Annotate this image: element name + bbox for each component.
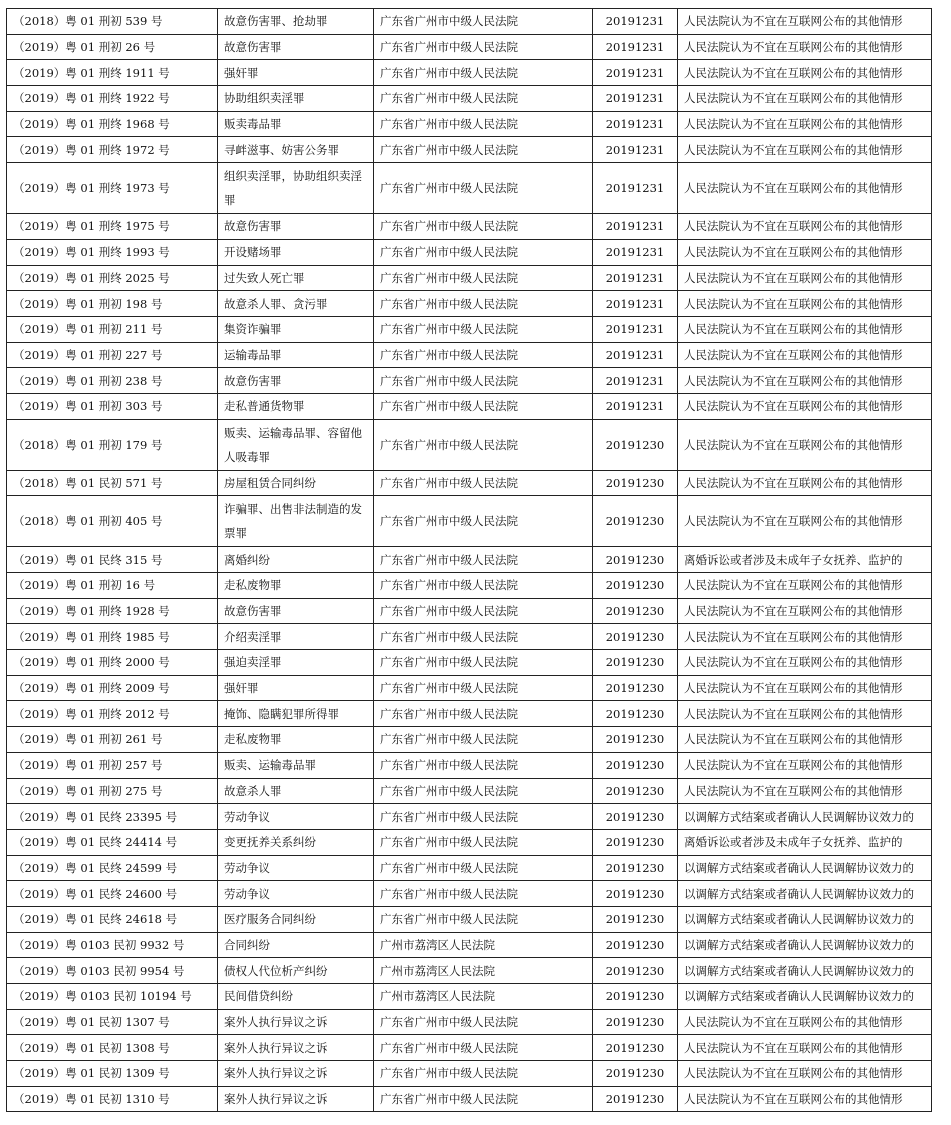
- table-row: [7, 316, 932, 342]
- reason-cell: 人民法院认为不宜在互联网公布的其他情形: [678, 573, 932, 599]
- case-number-cell: （2019）粤 01 刑终 2025 号: [7, 265, 218, 291]
- case-cause-cell: 过失致人死亡罪: [218, 265, 374, 291]
- case-cause-cell: 劳动争议: [218, 881, 374, 907]
- reason-cell: 人民法院认为不宜在互联网公布的其他情形: [678, 1061, 932, 1087]
- case-number-cell: （2019）粤 01 民终 24599 号: [7, 855, 218, 881]
- case-cause-cell: 故意杀人罪: [218, 778, 374, 804]
- table-row: [7, 547, 932, 573]
- reason-cell: 以调解方式结案或者确认人民调解协议效力的: [678, 881, 932, 907]
- table-row: [7, 727, 932, 753]
- case-cause-cell: 劳动争议: [218, 804, 374, 830]
- reason-cell: 以调解方式结案或者确认人民调解协议效力的: [678, 984, 932, 1010]
- case-number-cell: （2019）粤 01 刑初 303 号: [7, 393, 218, 419]
- case-number-cell: （2018）粤 01 刑初 539 号: [7, 9, 218, 35]
- case-cause-cell: 案外人执行异议之诉: [218, 1009, 374, 1035]
- table-row: [7, 214, 932, 240]
- case-cause-cell: 案外人执行异议之诉: [218, 1035, 374, 1061]
- court-name-cell: 广东省广州市中级人民法院: [374, 214, 593, 240]
- case-cause-cell: 变更抚养关系纠纷: [218, 829, 374, 855]
- case-number-cell: （2019）粤 01 民终 24618 号: [7, 906, 218, 932]
- reason-cell: 人民法院认为不宜在互联网公布的其他情形: [678, 701, 932, 727]
- court-name-cell: 广东省广州市中级人民法院: [374, 163, 593, 214]
- reason-cell: 人民法院认为不宜在互联网公布的其他情形: [678, 727, 932, 753]
- case-number-cell: （2019）粤 01 刑初 275 号: [7, 778, 218, 804]
- court-name-cell: 广东省广州市中级人民法院: [374, 598, 593, 624]
- date-cell: 20191231: [593, 9, 678, 35]
- table-row: [7, 881, 932, 907]
- case-cause-cell: 强奸罪: [218, 675, 374, 701]
- reason-cell: 以调解方式结案或者确认人民调解协议效力的: [678, 932, 932, 958]
- case-cause-cell: 故意杀人罪、贪污罪: [218, 291, 374, 317]
- case-number-cell: （2019）粤 01 刑终 1928 号: [7, 598, 218, 624]
- table-row: [7, 163, 932, 214]
- date-cell: 20191231: [593, 393, 678, 419]
- reason-cell: 人民法院认为不宜在互联网公布的其他情形: [678, 34, 932, 60]
- date-cell: 20191230: [593, 752, 678, 778]
- date-cell: 20191231: [593, 214, 678, 240]
- case-number-cell: （2019）粤 0103 民初 9932 号: [7, 932, 218, 958]
- case-number-cell: （2019）粤 01 刑初 257 号: [7, 752, 218, 778]
- date-cell: 20191230: [593, 573, 678, 599]
- court-name-cell: 广东省广州市中级人民法院: [374, 34, 593, 60]
- date-cell: 20191230: [593, 1009, 678, 1035]
- reason-cell: 人民法院认为不宜在互联网公布的其他情形: [678, 778, 932, 804]
- court-name-cell: 广东省广州市中级人民法院: [374, 1035, 593, 1061]
- date-cell: 20191231: [593, 291, 678, 317]
- case-cause-cell: 合同纠纷: [218, 932, 374, 958]
- date-cell: 20191230: [593, 650, 678, 676]
- case-number-cell: （2019）粤 01 刑初 16 号: [7, 573, 218, 599]
- date-cell: 20191231: [593, 137, 678, 163]
- case-number-cell: （2019）粤 01 民初 1308 号: [7, 1035, 218, 1061]
- case-number-cell: （2019）粤 01 民终 24414 号: [7, 829, 218, 855]
- case-cause-cell: 开设赌场罪: [218, 239, 374, 265]
- court-name-cell: 广东省广州市中级人民法院: [374, 881, 593, 907]
- court-name-cell: 广东省广州市中级人民法院: [374, 727, 593, 753]
- reason-cell: 以调解方式结案或者确认人民调解协议效力的: [678, 958, 932, 984]
- table-row: [7, 368, 932, 394]
- case-number-cell: （2019）粤 01 刑终 1922 号: [7, 86, 218, 112]
- case-number-cell: （2019）粤 01 刑初 211 号: [7, 316, 218, 342]
- case-number-cell: （2019）粤 01 刑终 1973 号: [7, 163, 218, 214]
- reason-cell: 以调解方式结案或者确认人民调解协议效力的: [678, 804, 932, 830]
- court-name-cell: 广东省广州市中级人民法院: [374, 906, 593, 932]
- reason-cell: 人民法院认为不宜在互联网公布的其他情形: [678, 291, 932, 317]
- court-name-cell: 广东省广州市中级人民法院: [374, 111, 593, 137]
- court-name-cell: 广州市荔湾区人民法院: [374, 932, 593, 958]
- table-row: [7, 137, 932, 163]
- case-number-cell: （2019）粤 0103 民初 9954 号: [7, 958, 218, 984]
- table-row: [7, 111, 932, 137]
- case-number-cell: （2019）粤 01 刑终 1968 号: [7, 111, 218, 137]
- date-cell: 20191230: [593, 881, 678, 907]
- case-number-cell: （2019）粤 01 刑终 1993 号: [7, 239, 218, 265]
- reason-cell: 人民法院认为不宜在互联网公布的其他情形: [678, 239, 932, 265]
- reason-cell: 人民法院认为不宜在互联网公布的其他情形: [678, 86, 932, 112]
- date-cell: 20191230: [593, 906, 678, 932]
- court-name-cell: 广东省广州市中级人民法院: [374, 239, 593, 265]
- case-cause-cell: 故意伤害罪、抢劫罪: [218, 9, 374, 35]
- case-cause-cell: 案外人执行异议之诉: [218, 1086, 374, 1112]
- case-table-body: [7, 9, 932, 1112]
- case-cause-cell: 走私废物罪: [218, 573, 374, 599]
- reason-cell: 以调解方式结案或者确认人民调解协议效力的: [678, 906, 932, 932]
- reason-cell: 人民法院认为不宜在互联网公布的其他情形: [678, 393, 932, 419]
- case-cause-cell: 民间借贷纠纷: [218, 984, 374, 1010]
- case-cause-cell: 强奸罪: [218, 60, 374, 86]
- date-cell: 20191230: [593, 984, 678, 1010]
- case-cause-cell: 故意伤害罪: [218, 598, 374, 624]
- table-row: [7, 9, 932, 35]
- reason-cell: 人民法院认为不宜在互联网公布的其他情形: [678, 368, 932, 394]
- case-cause-cell: 强迫卖淫罪: [218, 650, 374, 676]
- case-number-cell: （2019）粤 01 刑终 1972 号: [7, 137, 218, 163]
- date-cell: 20191231: [593, 316, 678, 342]
- date-cell: 20191230: [593, 727, 678, 753]
- court-name-cell: 广东省广州市中级人民法院: [374, 752, 593, 778]
- date-cell: 20191230: [593, 778, 678, 804]
- table-row: [7, 239, 932, 265]
- table-row: [7, 752, 932, 778]
- table-row: [7, 855, 932, 881]
- court-name-cell: 广东省广州市中级人民法院: [374, 86, 593, 112]
- court-name-cell: 广东省广州市中级人民法院: [374, 650, 593, 676]
- date-cell: 20191230: [593, 1035, 678, 1061]
- date-cell: 20191230: [593, 855, 678, 881]
- case-number-cell: （2019）粤 01 刑初 198 号: [7, 291, 218, 317]
- court-name-cell: 广东省广州市中级人民法院: [374, 855, 593, 881]
- case-number-cell: （2019）粤 01 民终 24600 号: [7, 881, 218, 907]
- reason-cell: 人民法院认为不宜在互联网公布的其他情形: [678, 496, 932, 547]
- table-row: [7, 1086, 932, 1112]
- court-name-cell: 广东省广州市中级人民法院: [374, 778, 593, 804]
- case-number-cell: （2019）粤 01 刑终 2012 号: [7, 701, 218, 727]
- date-cell: 20191230: [593, 1086, 678, 1112]
- table-row: [7, 675, 932, 701]
- table-row: [7, 804, 932, 830]
- court-name-cell: 广东省广州市中级人民法院: [374, 342, 593, 368]
- reason-cell: 离婚诉讼或者涉及未成年子女抚养、监护的: [678, 547, 932, 573]
- date-cell: 20191231: [593, 265, 678, 291]
- table-row: [7, 624, 932, 650]
- court-name-cell: 广东省广州市中级人民法院: [374, 393, 593, 419]
- case-number-cell: （2018）粤 01 刑初 179 号: [7, 419, 218, 470]
- case-number-cell: （2019）粤 01 刑初 238 号: [7, 368, 218, 394]
- table-row: [7, 829, 932, 855]
- court-name-cell: 广东省广州市中级人民法院: [374, 470, 593, 496]
- reason-cell: 人民法院认为不宜在互联网公布的其他情形: [678, 470, 932, 496]
- date-cell: 20191231: [593, 368, 678, 394]
- court-name-cell: 广东省广州市中级人民法院: [374, 1061, 593, 1087]
- court-name-cell: 广东省广州市中级人民法院: [374, 316, 593, 342]
- case-cause-cell: 故意伤害罪: [218, 214, 374, 240]
- case-cause-cell: 案外人执行异议之诉: [218, 1061, 374, 1087]
- case-cause-cell: 离婚纠纷: [218, 547, 374, 573]
- case-cause-cell: 介绍卖淫罪: [218, 624, 374, 650]
- reason-cell: 人民法院认为不宜在互联网公布的其他情形: [678, 265, 932, 291]
- table-row: [7, 265, 932, 291]
- court-name-cell: 广东省广州市中级人民法院: [374, 675, 593, 701]
- court-name-cell: 广东省广州市中级人民法院: [374, 496, 593, 547]
- table-row: [7, 496, 932, 547]
- table-row: [7, 34, 932, 60]
- court-name-cell: 广东省广州市中级人民法院: [374, 265, 593, 291]
- reason-cell: 人民法院认为不宜在互联网公布的其他情形: [678, 650, 932, 676]
- case-cause-cell: 寻衅滋事、妨害公务罪: [218, 137, 374, 163]
- case-number-cell: （2019）粤 01 民终 315 号: [7, 547, 218, 573]
- table-row: [7, 778, 932, 804]
- court-name-cell: 广东省广州市中级人民法院: [374, 368, 593, 394]
- case-number-cell: （2019）粤 01 刑终 1975 号: [7, 214, 218, 240]
- court-name-cell: 广东省广州市中级人民法院: [374, 624, 593, 650]
- reason-cell: 人民法院认为不宜在互联网公布的其他情形: [678, 1035, 932, 1061]
- court-name-cell: 广东省广州市中级人民法院: [374, 1009, 593, 1035]
- date-cell: 20191231: [593, 34, 678, 60]
- date-cell: 20191230: [593, 675, 678, 701]
- table-row: [7, 958, 932, 984]
- reason-cell: 人民法院认为不宜在互联网公布的其他情形: [678, 1086, 932, 1112]
- table-row: [7, 701, 932, 727]
- court-name-cell: 广东省广州市中级人民法院: [374, 547, 593, 573]
- date-cell: 20191231: [593, 86, 678, 112]
- table-row: [7, 984, 932, 1010]
- case-number-cell: （2019）粤 01 刑终 2009 号: [7, 675, 218, 701]
- case-cause-cell: 医疗服务合同纠纷: [218, 906, 374, 932]
- reason-cell: 人民法院认为不宜在互联网公布的其他情形: [678, 163, 932, 214]
- court-name-cell: 广东省广州市中级人民法院: [374, 291, 593, 317]
- case-cause-cell: 劳动争议: [218, 855, 374, 881]
- court-name-cell: 广州市荔湾区人民法院: [374, 958, 593, 984]
- date-cell: 20191230: [593, 958, 678, 984]
- date-cell: 20191230: [593, 598, 678, 624]
- date-cell: 20191231: [593, 111, 678, 137]
- case-cause-cell: 贩卖、运输毒品罪、容留他人吸毒罪: [218, 419, 374, 470]
- case-number-cell: （2018）粤 01 民初 571 号: [7, 470, 218, 496]
- table-row: [7, 573, 932, 599]
- court-name-cell: 广州市荔湾区人民法院: [374, 984, 593, 1010]
- court-name-cell: 广东省广州市中级人民法院: [374, 137, 593, 163]
- court-name-cell: 广东省广州市中级人民法院: [374, 1086, 593, 1112]
- case-cause-cell: 走私普通货物罪: [218, 393, 374, 419]
- date-cell: 20191231: [593, 163, 678, 214]
- table-row: [7, 650, 932, 676]
- date-cell: 20191231: [593, 342, 678, 368]
- date-cell: 20191230: [593, 701, 678, 727]
- reason-cell: 人民法院认为不宜在互联网公布的其他情形: [678, 752, 932, 778]
- table-row: [7, 393, 932, 419]
- reason-cell: 人民法院认为不宜在互联网公布的其他情形: [678, 316, 932, 342]
- case-cause-cell: 故意伤害罪: [218, 368, 374, 394]
- date-cell: 20191230: [593, 624, 678, 650]
- case-cause-cell: 集资诈骗罪: [218, 316, 374, 342]
- date-cell: 20191230: [593, 496, 678, 547]
- date-cell: 20191230: [593, 1061, 678, 1087]
- date-cell: 20191231: [593, 60, 678, 86]
- table-row: [7, 932, 932, 958]
- case-number-cell: （2019）粤 01 刑终 1911 号: [7, 60, 218, 86]
- case-number-cell: （2019）粤 01 刑初 26 号: [7, 34, 218, 60]
- table-row: [7, 342, 932, 368]
- reason-cell: 人民法院认为不宜在互联网公布的其他情形: [678, 1009, 932, 1035]
- court-name-cell: 广东省广州市中级人民法院: [374, 573, 593, 599]
- case-number-cell: （2019）粤 01 民初 1309 号: [7, 1061, 218, 1087]
- reason-cell: 人民法院认为不宜在互联网公布的其他情形: [678, 624, 932, 650]
- case-number-cell: （2019）粤 01 刑初 261 号: [7, 727, 218, 753]
- case-number-cell: （2019）粤 01 刑终 1985 号: [7, 624, 218, 650]
- table-row: [7, 1061, 932, 1087]
- date-cell: 20191230: [593, 547, 678, 573]
- date-cell: 20191230: [593, 419, 678, 470]
- case-number-cell: （2019）粤 01 刑初 227 号: [7, 342, 218, 368]
- reason-cell: 人民法院认为不宜在互联网公布的其他情形: [678, 111, 932, 137]
- case-cause-cell: 掩饰、隐瞒犯罪所得罪: [218, 701, 374, 727]
- reason-cell: 人民法院认为不宜在互联网公布的其他情形: [678, 342, 932, 368]
- table-row: [7, 1035, 932, 1061]
- reason-cell: 人民法院认为不宜在互联网公布的其他情形: [678, 419, 932, 470]
- table-row: [7, 291, 932, 317]
- court-name-cell: 广东省广州市中级人民法院: [374, 9, 593, 35]
- reason-cell: 人民法院认为不宜在互联网公布的其他情形: [678, 9, 932, 35]
- reason-cell: 以调解方式结案或者确认人民调解协议效力的: [678, 855, 932, 881]
- case-table: [6, 8, 932, 1112]
- table-row: [7, 86, 932, 112]
- date-cell: 20191230: [593, 470, 678, 496]
- case-cause-cell: 故意伤害罪: [218, 34, 374, 60]
- date-cell: 20191230: [593, 829, 678, 855]
- reason-cell: 人民法院认为不宜在互联网公布的其他情形: [678, 137, 932, 163]
- court-name-cell: 广东省广州市中级人民法院: [374, 701, 593, 727]
- case-cause-cell: 组织卖淫罪，协助组织卖淫罪: [218, 163, 374, 214]
- date-cell: 20191231: [593, 239, 678, 265]
- case-number-cell: （2018）粤 01 刑初 405 号: [7, 496, 218, 547]
- reason-cell: 人民法院认为不宜在互联网公布的其他情形: [678, 675, 932, 701]
- table-row: [7, 470, 932, 496]
- date-cell: 20191230: [593, 932, 678, 958]
- reason-cell: 离婚诉讼或者涉及未成年子女抚养、监护的: [678, 829, 932, 855]
- table-row: [7, 598, 932, 624]
- reason-cell: 人民法院认为不宜在互联网公布的其他情形: [678, 60, 932, 86]
- case-cause-cell: 运输毒品罪: [218, 342, 374, 368]
- reason-cell: 人民法院认为不宜在互联网公布的其他情形: [678, 214, 932, 240]
- case-cause-cell: 走私废物罪: [218, 727, 374, 753]
- case-cause-cell: 贩卖、运输毒品罪: [218, 752, 374, 778]
- court-name-cell: 广东省广州市中级人民法院: [374, 829, 593, 855]
- case-cause-cell: 债权人代位析产纠纷: [218, 958, 374, 984]
- case-cause-cell: 房屋租赁合同纠纷: [218, 470, 374, 496]
- reason-cell: 人民法院认为不宜在互联网公布的其他情形: [678, 598, 932, 624]
- court-name-cell: 广东省广州市中级人民法院: [374, 419, 593, 470]
- court-name-cell: 广东省广州市中级人民法院: [374, 804, 593, 830]
- table-row: [7, 60, 932, 86]
- case-cause-cell: 协助组织卖淫罪: [218, 86, 374, 112]
- case-cause-cell: 贩卖毒品罪: [218, 111, 374, 137]
- case-number-cell: （2019）粤 01 民初 1310 号: [7, 1086, 218, 1112]
- case-number-cell: （2019）粤 01 民初 1307 号: [7, 1009, 218, 1035]
- date-cell: 20191230: [593, 804, 678, 830]
- table-row: [7, 419, 932, 470]
- case-number-cell: （2019）粤 0103 民初 10194 号: [7, 984, 218, 1010]
- table-row: [7, 1009, 932, 1035]
- table-row: [7, 906, 932, 932]
- case-number-cell: （2019）粤 01 刑终 2000 号: [7, 650, 218, 676]
- court-name-cell: 广东省广州市中级人民法院: [374, 60, 593, 86]
- case-number-cell: （2019）粤 01 民终 23395 号: [7, 804, 218, 830]
- case-cause-cell: 诈骗罪、出售非法制造的发票罪: [218, 496, 374, 547]
